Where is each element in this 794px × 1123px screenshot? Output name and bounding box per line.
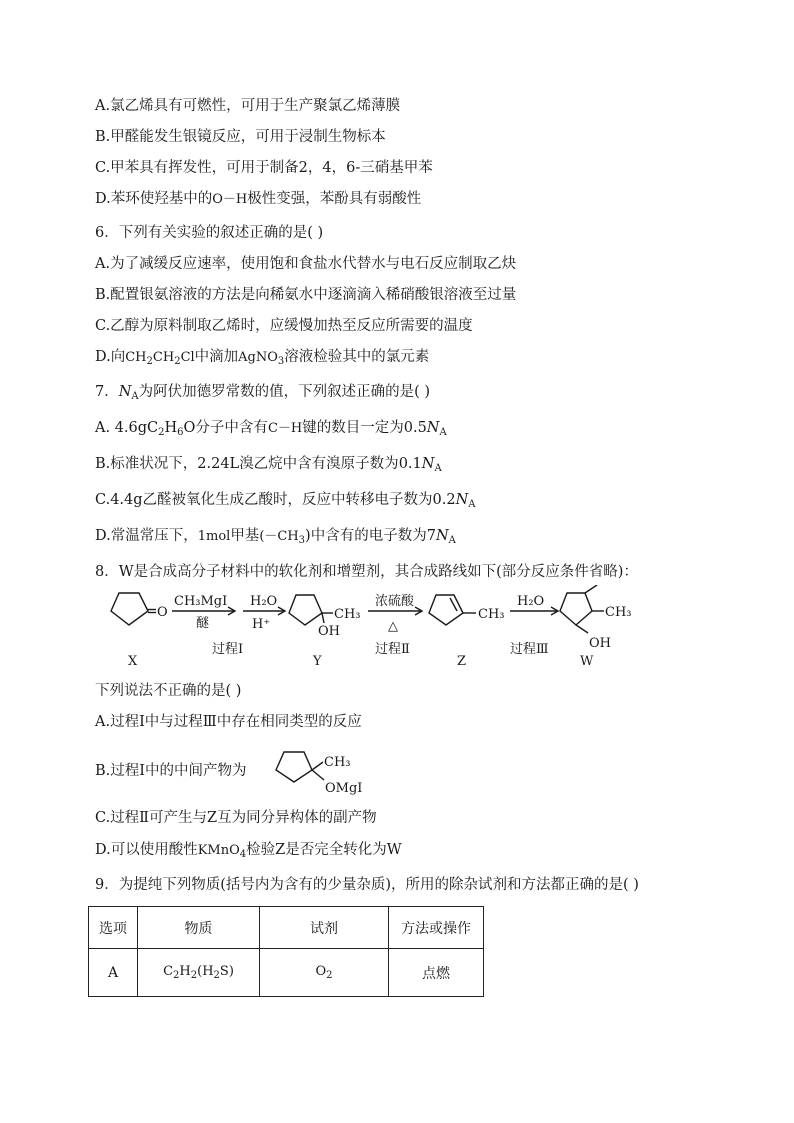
- q7b-na-sub: A: [434, 463, 442, 474]
- q6d-t1: D.向: [95, 349, 126, 365]
- q6d-f2: 2: [146, 356, 153, 367]
- q8-option-b: B.过程Ⅰ中的中间产物为: [95, 763, 247, 779]
- q7d-f3: ): [305, 528, 311, 544]
- q8-option-d: [95, 840, 402, 865]
- header-substance: 物质: [138, 907, 260, 949]
- subst-h-sub: 2: [190, 970, 198, 981]
- subst-c: C: [163, 964, 174, 979]
- q7c-t1: C.: [95, 492, 111, 508]
- subst-imp: (H: [197, 964, 214, 979]
- intermediate-methyl: CH₃: [324, 755, 351, 770]
- label-x: X: [128, 654, 138, 669]
- q5-option-b: B.甲醛能发生银镜反应，可用于浸制生物标本: [95, 129, 386, 145]
- row-a-option: A: [89, 949, 138, 997]
- header-reagent: 试剂: [260, 907, 389, 949]
- step-2-label: 过程Ⅱ: [375, 642, 410, 657]
- q7d-na-sub: A: [448, 535, 456, 546]
- q7d-na: N: [435, 528, 449, 544]
- q7-stem: [95, 382, 430, 407]
- q8-stem: 8．W是合成高分子材料中的软化剂和增塑剂，其合成路线如下(部分反应条件省略)：: [95, 564, 638, 580]
- q7c-na: N: [455, 492, 469, 508]
- q5d-text1: D.苯环使羟基中的: [95, 191, 213, 207]
- q8d-t1: D.可以使用酸性: [95, 842, 198, 858]
- purification-table: [88, 906, 484, 997]
- row-a-reagent: [260, 949, 389, 997]
- w-methyl: CH₃: [605, 605, 632, 620]
- q7a-s2: 6: [177, 427, 184, 438]
- table-header-row: [89, 907, 484, 949]
- step-1-label: 过程Ⅰ: [212, 642, 244, 657]
- q7b-t2: 溴乙烷中含有溴原子数为: [239, 456, 399, 472]
- row-a-method: 点燃: [389, 949, 484, 997]
- y-methyl: CH₃: [334, 607, 361, 622]
- q7-num: 7．: [95, 384, 119, 400]
- q8-option-c: C.过程Ⅱ可产生与Z互为同分异构体的副产物: [95, 810, 377, 826]
- q5d-bond: O－H: [212, 192, 248, 207]
- q7c-mass: 4.4g: [110, 492, 143, 508]
- q7d-t1: D.常温常压下，: [95, 528, 198, 544]
- compound-w-ring: [560, 593, 592, 625]
- label-w: W: [580, 654, 594, 669]
- q8-option-a: A.过程Ⅰ中与过程Ⅲ中存在相同类型的反应: [95, 714, 362, 730]
- q7d-t2: 甲基: [230, 528, 260, 544]
- condition-2: H⁺: [252, 617, 271, 632]
- q7d-f1: (－CH: [259, 529, 299, 544]
- q6d-t3: 溶液检验其中的氯元素: [284, 349, 430, 365]
- q7a-t4: 键的数目一定为: [302, 420, 404, 436]
- compound-z-ring: [429, 595, 463, 625]
- row-a-substance: [138, 949, 260, 997]
- q6d-t2: 中滴加: [194, 349, 239, 365]
- reagent-o: O: [315, 964, 327, 979]
- q6d-f3: CH: [152, 350, 175, 365]
- label-y: Y: [313, 654, 322, 669]
- reagent-2: H₂O: [250, 594, 278, 609]
- table-row: [89, 949, 484, 997]
- q7a-val: 0.5: [403, 420, 427, 436]
- q7a-na: N: [426, 420, 440, 436]
- compound-x-ring: [111, 593, 148, 625]
- q7c-t2: 乙醛被氧化生成乙酸时，反应中转移电子数为: [142, 492, 433, 508]
- subst-imp-end: S): [219, 964, 234, 979]
- q6d-f4: 2: [174, 356, 181, 367]
- q5-option-a: A.氯乙烯具有可燃性，可用于生产聚氯乙烯薄膜: [95, 98, 401, 114]
- q7d-t3: 中含有的电子数为: [310, 528, 427, 544]
- q6-option-c: C.乙醇为原料制取乙烯时，应缓慢加热至反应所需要的温度: [95, 318, 473, 334]
- q6d-f5: Cl: [180, 350, 195, 365]
- condition-3: △: [388, 619, 398, 634]
- header-option: 选项: [89, 907, 138, 949]
- subst-h: H: [179, 964, 191, 979]
- q7-option-b: [95, 454, 442, 479]
- reagent-3: 浓硫酸: [375, 594, 415, 609]
- q7c-na-sub: A: [468, 499, 476, 510]
- reagent-4: H₂O: [517, 594, 545, 609]
- q7a-s1: 2: [158, 427, 165, 438]
- q6-option-d: [95, 347, 429, 372]
- w-hydroxyl: OH: [589, 636, 611, 651]
- reagent-o-sub: 2: [326, 970, 333, 981]
- subst-c-sub: 2: [173, 970, 180, 981]
- q6d-f6: AgNO: [238, 350, 278, 365]
- condition-1: 醚: [196, 616, 210, 631]
- reagent-1: CH₃MgI: [174, 594, 228, 609]
- step-3-label: 过程Ⅲ: [510, 642, 549, 657]
- q5-option-d: [95, 189, 421, 210]
- q7-option-c: [95, 490, 476, 515]
- intermediate-omgi: OMgI: [325, 781, 363, 796]
- label-z: Z: [457, 654, 467, 669]
- q7d-f2: 3: [298, 535, 306, 546]
- q7-option-a: [95, 418, 447, 443]
- z-methyl: CH₃: [478, 607, 505, 622]
- q7d-mol: 1mol: [197, 529, 231, 544]
- q8d-t2: 检验Z是否完全转化为W: [246, 842, 402, 858]
- q6-stem: 6．下列有关实验的叙述正确的是( ): [95, 225, 324, 241]
- intermediate-structure: [268, 740, 378, 806]
- q7c-val: 0.2: [432, 492, 456, 508]
- q8d-f2: 4: [239, 849, 247, 860]
- q6d-f1: CH: [125, 350, 147, 365]
- ketone-o: O: [157, 605, 168, 620]
- q7b-na: N: [421, 456, 435, 472]
- q7-text: 为阿伏加德罗常数的值，下列叙述正确的是( ): [138, 384, 431, 400]
- q7a-t1: A. 4.6gC: [95, 420, 159, 436]
- subst-imp-sub: 2: [213, 970, 220, 981]
- q6-option-b: B.配置银氨溶液的方法是向稀氨水中逐滴滴入稀硝酸银溶液至过量: [95, 287, 517, 303]
- q7-na-sub: A: [131, 391, 139, 402]
- q5d-text2: 极性变强，苯酚具有弱酸性: [247, 191, 422, 207]
- q6-option-a: A.为了减缓反应速率，使用饱和食盐水代替水与电石反应制取乙炔: [95, 256, 517, 272]
- q7a-bond: C－H: [267, 421, 303, 436]
- q7b-t1: B.标准状况下，: [95, 456, 198, 472]
- q8d-f1: KMnO: [197, 843, 240, 858]
- header-method: 方法或操作: [389, 907, 484, 949]
- q8-question: 下列说法不正确的是( ): [95, 683, 242, 699]
- q7d-val: 7: [426, 528, 436, 544]
- q5-option-c: C.甲苯具有挥发性，可用于制备2，4，6-三硝基甲苯: [95, 160, 433, 176]
- q7-na: N: [118, 384, 132, 400]
- q9-stem: 9．为提纯下列物质(括号内为含有的少量杂质)，所用的除杂试剂和方法都正确的是( ): [95, 877, 639, 893]
- y-hydroxyl: OH: [318, 624, 340, 639]
- q6d-f7: 3: [277, 356, 285, 367]
- q7a-t2: H: [164, 420, 178, 436]
- q7b-val: 0.1: [398, 456, 422, 472]
- synthesis-scheme: [0, 585, 794, 675]
- q7-option-d: [95, 526, 456, 551]
- q7b-vol: 2.24L: [197, 456, 240, 472]
- compound-y-ring: [289, 595, 322, 625]
- q7a-na-sub: A: [439, 427, 447, 438]
- q7a-t3: O分子中含有: [183, 420, 268, 436]
